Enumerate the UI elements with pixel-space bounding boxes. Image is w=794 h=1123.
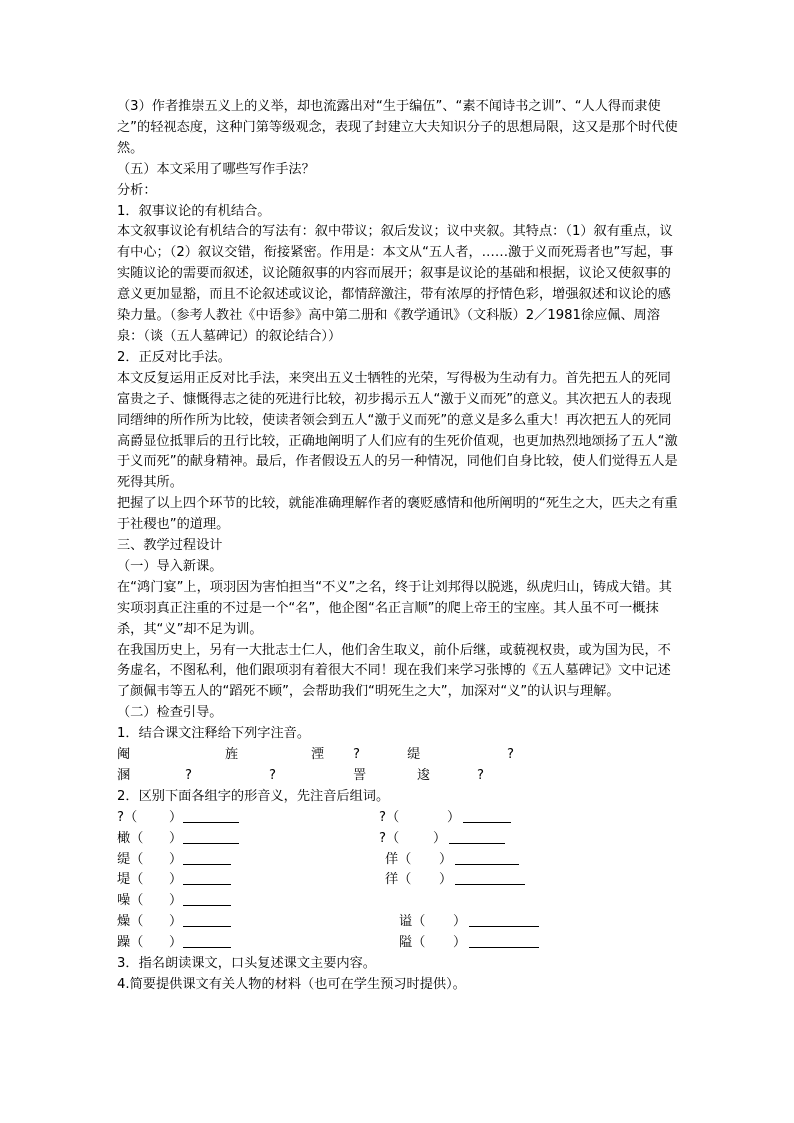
char-left: 噪（ <box>117 893 144 909</box>
paragraph: 分析： <box>117 182 157 198</box>
pinyin-char: 湮 <box>311 747 325 763</box>
pinyin-char: ? <box>477 767 484 783</box>
blank-line <box>183 870 231 885</box>
paragraph: 在我国历史上，另有一大批志士仁人，他们舍生取义，前仆后继，或藐视权贵，或为国为民，不务虚名，不图私利，他们跟项羽有着很大不同！现在我们来学习张博的《五人墓碑记》文中记述了颜佩韦等五人的“蹈死不顾”，会帮助我们“明死生之大”，加深对“义”的认识与理解。 <box>117 642 671 700</box>
blank-line <box>469 933 539 948</box>
paragraph: （3）作者推崇五义上的义举，却也流露出对“生于编伍”、“素不闻诗书之训”、“人人得而隶使之”的轻视态度，这种门第等级观念，表现了封建立大夫知识分子的思想局限，这又是那个时代使然。 <box>117 99 678 156</box>
char-right: ?（ <box>379 809 400 825</box>
compare-row <box>117 912 681 933</box>
compare-row <box>117 891 681 912</box>
paren-close: ） <box>169 893 183 909</box>
pinyin-char: ? <box>353 747 360 763</box>
paren-close: ） <box>453 914 467 930</box>
blank-line <box>449 829 505 844</box>
pinyin-char: 逡 <box>417 767 431 783</box>
blank-line <box>183 912 231 927</box>
exercise-item: 4.简要提供课文有关人物的材料（也可在学生预习时提供）。 <box>117 976 466 992</box>
pinyin-char: 阉 <box>117 747 131 763</box>
char-left: ?（ <box>117 809 138 825</box>
subheading: （一）导入新课。 <box>117 558 223 574</box>
char-right: 谥（ <box>399 914 426 930</box>
char-right: 隘（ <box>399 935 426 951</box>
char-left: 缇（ <box>117 851 144 867</box>
paragraph: 本文反复运用正反对比手法，来突出五义士牺牲的光荣，写得极为生动有力。首先把五人的死同富贵之子、慷慨得志之徒的死进行比较，初步揭示五人“激于义而死”的意义。其次把五人的表现同缙绅的所作所为比较，使读者领会到五人“激于义而死”的意义是多么重大！再次把五人的死同高爵显位抵罪后的丑行比较，正确地阐明了人们应有的生死价值观，也更加热烈地颂扬了五人“激于义而死”的献身精神。最后，作者假设五人的另一种情况，同他们自身比较，使人们觉得五人是死得其所。 <box>117 370 678 491</box>
blank-line <box>183 891 231 906</box>
char-right: 佯（ <box>385 851 412 867</box>
paragraph: 把握了以上四个环节的比较，就能准确理解作者的褒贬感情和他所阐明的“死生之大，匹夫之有重于社稷也”的道理。 <box>117 496 678 533</box>
paren-close: ） <box>169 935 183 951</box>
blank-line <box>183 829 239 844</box>
paragraph: 在“鸿门宴”上，项羽因为害怕担当“不义”之名，终于让刘邦得以脱逃，纵虎归山，铸成大错。其实项羽真正注重的不过是一个“名”，他企图“名正言顺”的爬上帝王的宝座。其人虽不可一概抹杀，其“义”却不足为训。 <box>117 579 672 637</box>
paren-close: ） <box>447 809 461 825</box>
subheading: （二）检查引导。 <box>117 705 223 721</box>
pinyin-char: 詈 <box>353 767 367 783</box>
char-right: 徉（ <box>385 872 412 888</box>
compare-row <box>117 829 681 850</box>
document-page <box>117 97 681 996</box>
section-heading: 三、教学过程设计 <box>117 538 223 554</box>
char-left: 堤（ <box>117 872 144 888</box>
paren-close: ） <box>169 914 183 930</box>
paren-close: ） <box>439 872 453 888</box>
pinyin-char: 旌 <box>225 747 239 763</box>
pinyin-row <box>117 745 681 766</box>
compare-row <box>117 850 681 871</box>
pinyin-char: 溷 <box>117 767 131 783</box>
paren-close: ） <box>433 830 447 846</box>
paren-close: ） <box>169 851 183 867</box>
char-left: 躁（ <box>117 935 144 951</box>
blank-line <box>469 912 539 927</box>
paren-close: ） <box>169 872 183 888</box>
pinyin-row <box>117 766 681 787</box>
pinyin-char: 缇 <box>407 747 421 763</box>
blank-line <box>183 850 231 865</box>
compare-row <box>117 870 681 891</box>
paragraph: 本文叙事议论有机结合的写法有：叙中带议；叙后发议；议中夹叙。其特点：（1）叙有重点，议有中心；（2）叙议交错，衔接紧密。作用是：本文从“五人者，……激于义而死焉者也”写起，事实随议论的需要而叙述，议论随叙事的内容而展开；叙事是议论的基础和根据，议论又使叙事的意义更加显豁，而且不论叙述或议论，都情辞激注，带有浓厚的抒情色彩，增强叙述和议论的感染力量。（参考人教社《中语参》高中第二册和《教学通讯》（文科版）2／1981徐应佩、周溶泉：（谈（五人墓碑记）的叙论结合）） <box>117 224 674 344</box>
blank-line <box>455 850 519 865</box>
blank-line <box>455 870 525 885</box>
subheading: 2．正反对比手法。 <box>117 349 231 365</box>
paren-close: ） <box>169 809 183 825</box>
paren-close: ） <box>453 935 467 951</box>
blank-line <box>183 808 239 823</box>
paren-close: ） <box>169 830 183 846</box>
section-heading: （五）本文采用了哪些写作手法？ <box>117 161 315 177</box>
compare-row <box>117 808 681 829</box>
pinyin-char: ? <box>185 767 192 783</box>
exercise-item: 2．区别下面各组字的形音义，先注音后组词。 <box>117 788 390 804</box>
char-left: 橄（ <box>117 830 144 846</box>
exercise-item: 3．指名朗读课文，口头复述课文主要内容。 <box>117 956 376 972</box>
paren-close: ） <box>439 851 453 867</box>
pinyin-char: ? <box>507 747 514 763</box>
compare-row <box>117 933 681 954</box>
blank-line <box>183 933 231 948</box>
blank-line <box>463 808 511 823</box>
char-left: 燥（ <box>117 914 144 930</box>
char-right: ?（ <box>379 830 400 846</box>
subheading: 1．叙事议论的有机结合。 <box>117 203 271 219</box>
pinyin-char: ? <box>269 767 276 783</box>
exercise-item: 1．结合课文注释给下列字注音。 <box>117 726 311 742</box>
